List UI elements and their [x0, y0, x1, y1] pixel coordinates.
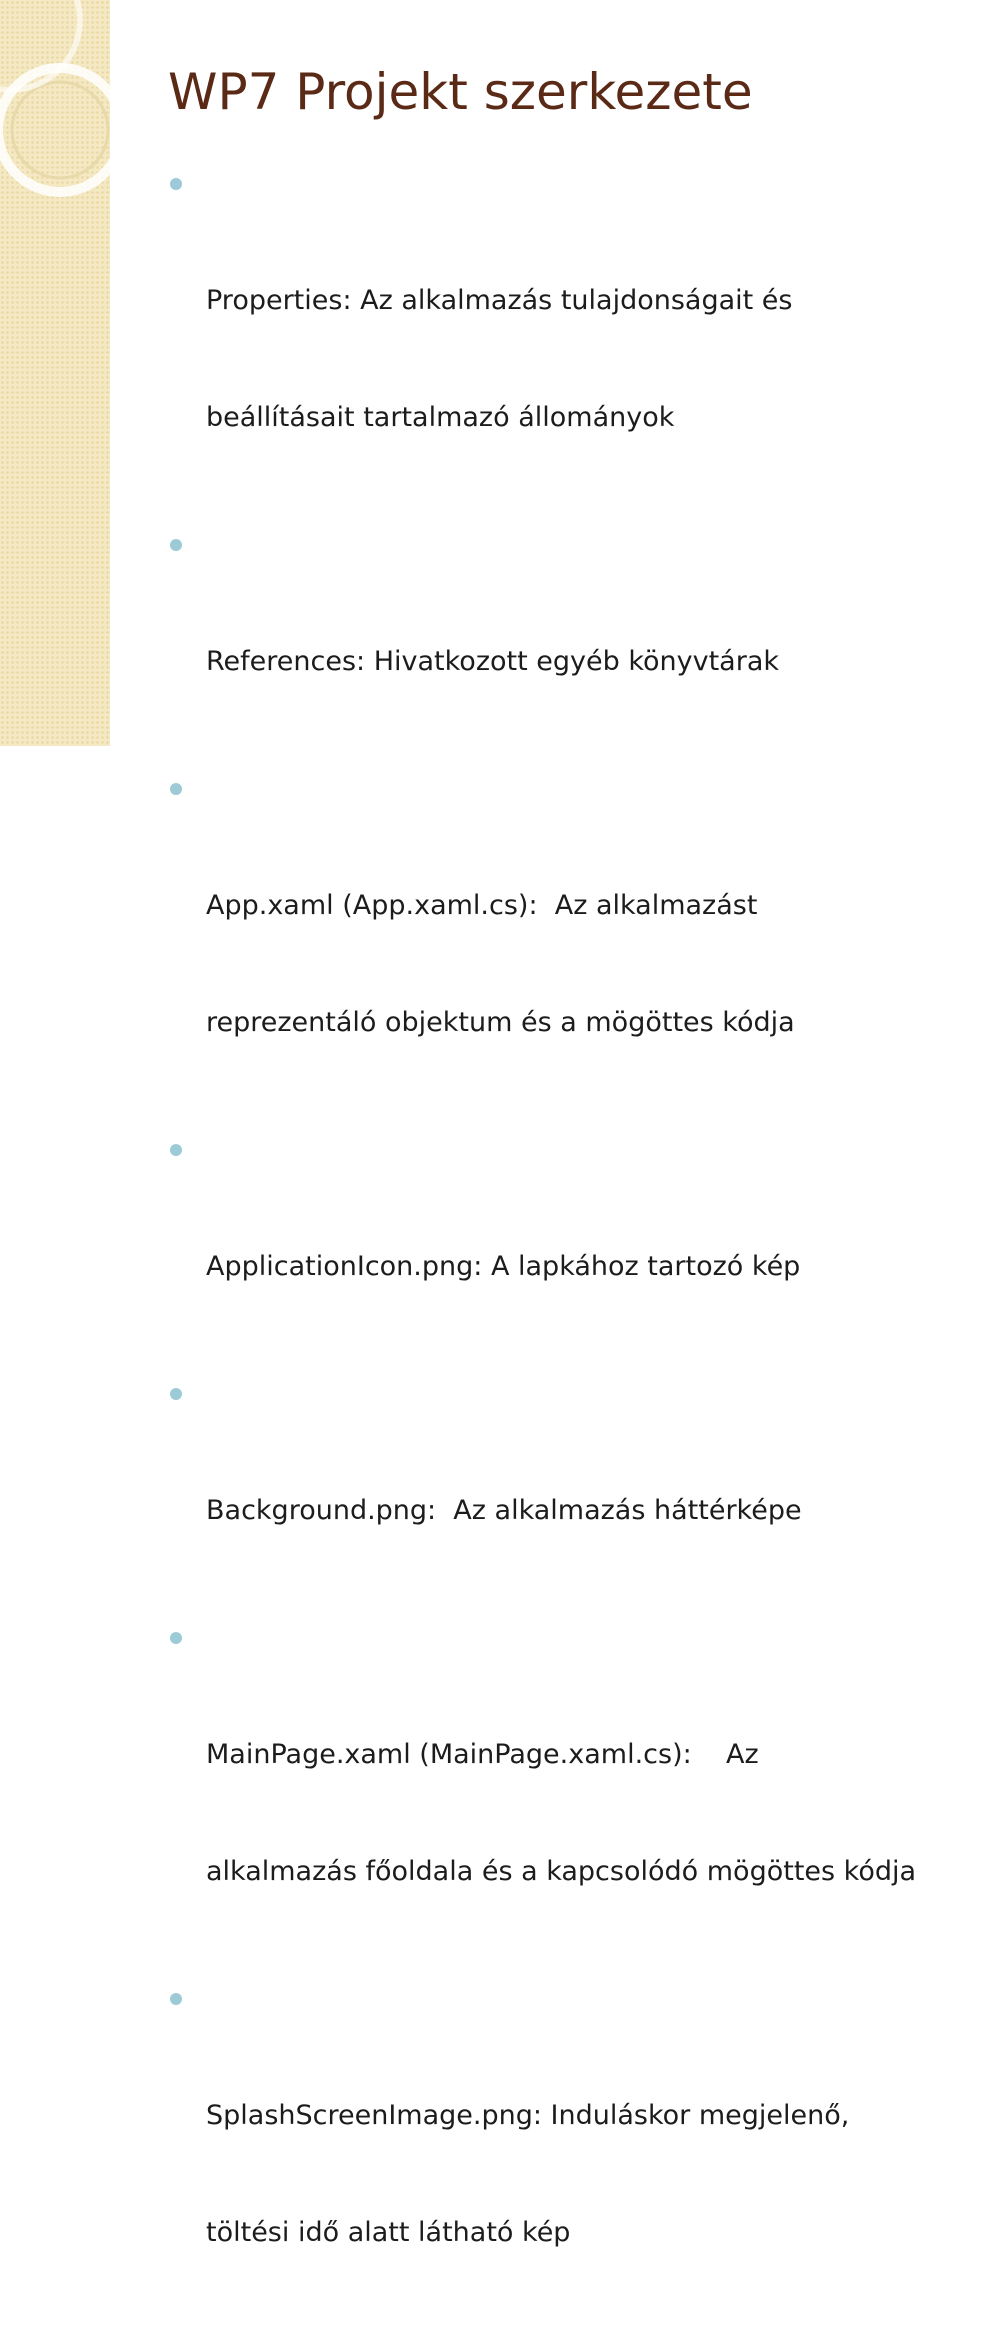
- bullet-text-line: ApplicationIcon.png: A lapkához tartozó kép: [206, 1251, 801, 1282]
- list-item: [170, 164, 960, 515]
- slide-title: WP7 Projekt szerkezete: [168, 63, 753, 121]
- bullet-icon: [170, 783, 182, 795]
- bullet-icon: [170, 539, 182, 551]
- decorative-circles: [0, 0, 110, 746]
- bullet-text-line: alkalmazás főoldala és a kapcsolódó mögöttes kódja: [206, 1856, 917, 1887]
- list-item: [170, 1374, 960, 1608]
- bullet-text-line: Properties: Az alkalmazás tulajdonságait és: [206, 285, 793, 316]
- list-item: [170, 769, 960, 1120]
- list-item: [170, 1979, 960, 2330]
- bullet-text-line: App.xaml (App.xaml.cs): Az alkalmazást: [206, 890, 758, 921]
- bullet-icon: [170, 1144, 182, 1156]
- bullet-icon: [170, 1388, 182, 1400]
- bullet-text-line: töltési idő alatt látható kép: [206, 2217, 571, 2248]
- bullet-list: [170, 164, 960, 2340]
- list-item: [170, 1130, 960, 1364]
- bullet-text-line: beállításait tartalmazó állományok: [206, 402, 675, 433]
- bullet-icon: [170, 1632, 182, 1644]
- bullet-icon: [170, 1993, 182, 2005]
- decorative-side-strip: [0, 0, 110, 746]
- bullet-icon: [170, 178, 182, 190]
- bullet-text-line: reprezentáló objektum és a mögöttes kódja: [206, 1007, 795, 1038]
- list-item: [170, 1618, 960, 1969]
- bullet-text-line: SplashScreenImage.png: Induláskor megjelenő,: [206, 2100, 850, 2131]
- list-item: [170, 525, 960, 759]
- bullet-text-line: Background.png: Az alkalmazás háttérképe: [206, 1495, 802, 1526]
- bullet-text-line: MainPage.xaml (MainPage.xaml.cs): Az: [206, 1739, 759, 1770]
- bullet-text-line: References: Hivatkozott egyéb könyvtárak: [206, 646, 779, 677]
